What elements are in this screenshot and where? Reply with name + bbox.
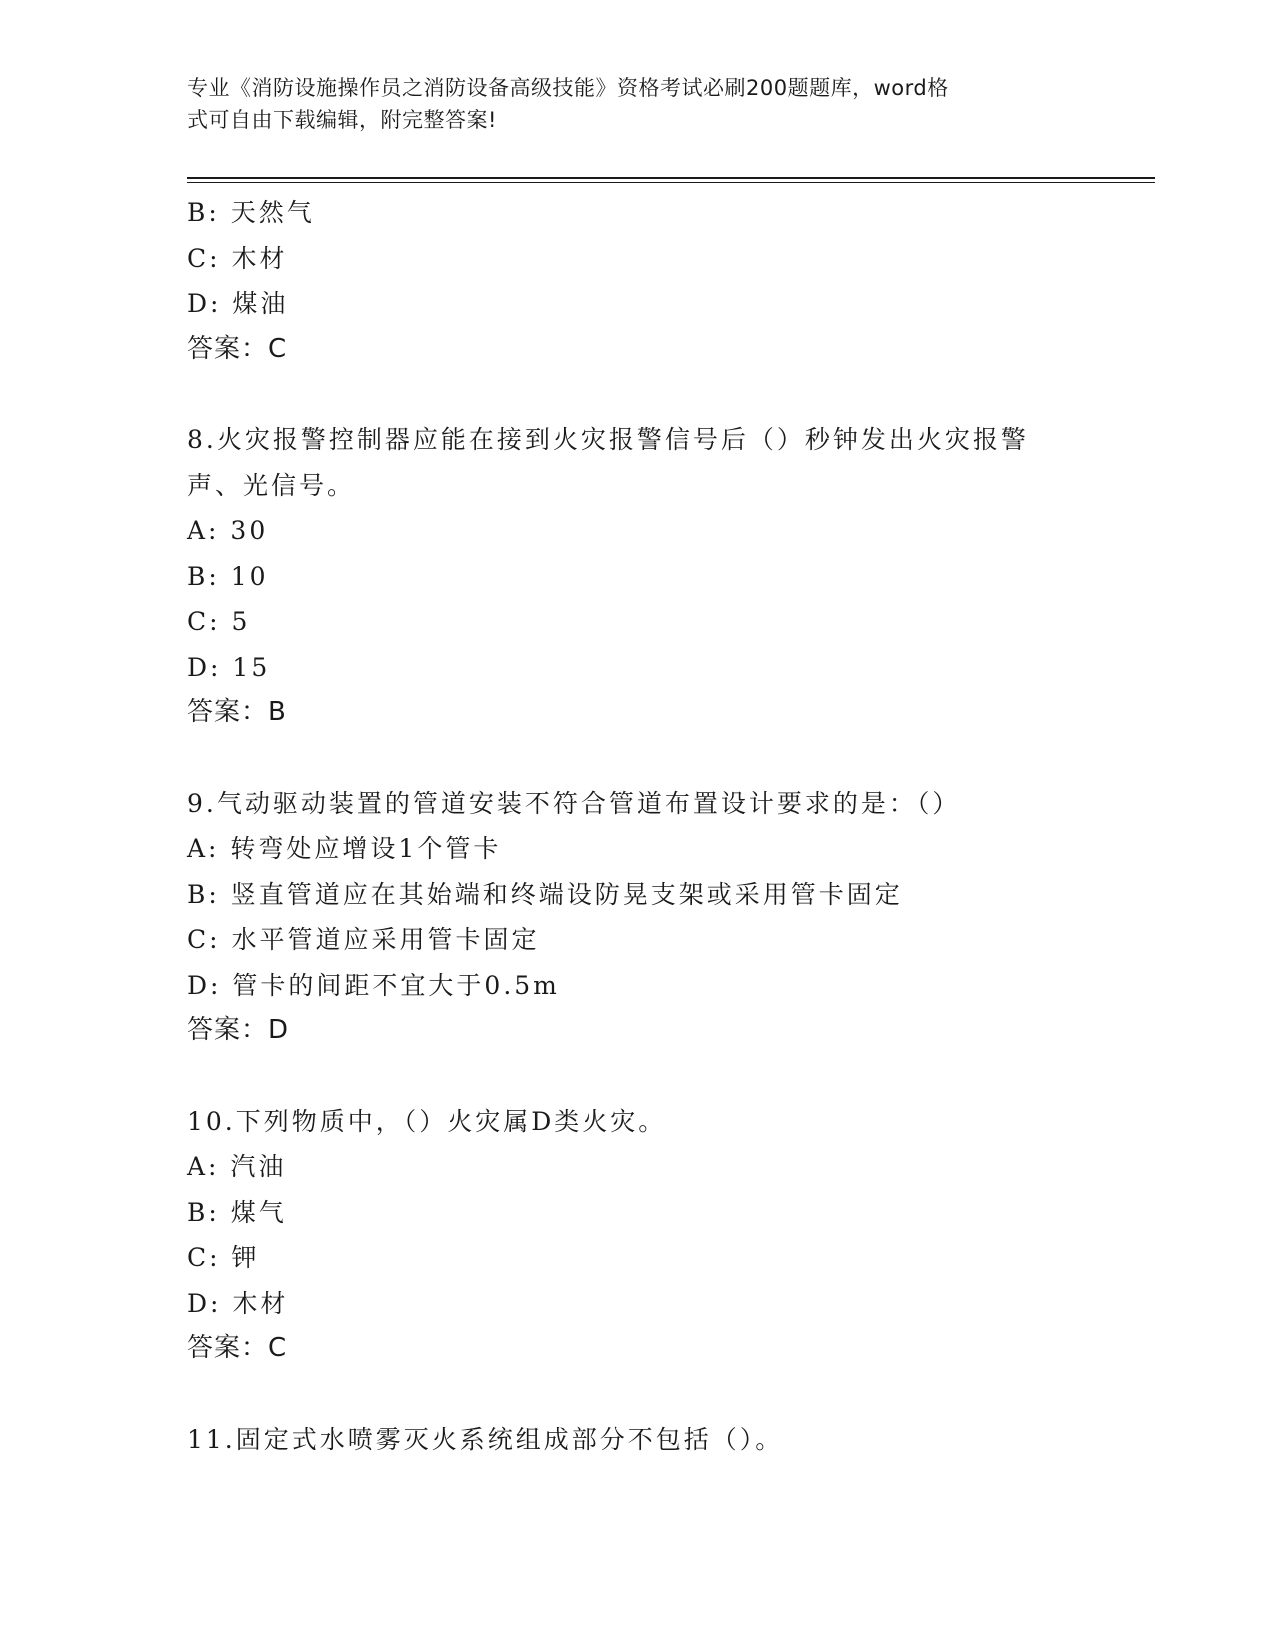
- question-text-line-2: 声、光信号。: [187, 470, 356, 500]
- answer: 答案：B: [187, 697, 287, 727]
- option-d: D: 管卡的间距不宜大于0.5m: [187, 970, 560, 1000]
- option-a: A: 转弯处应增设1个管卡: [187, 834, 502, 863]
- question-11: [187, 1417, 1087, 1463]
- header-line-2: 式可自由下载编辑，附完整答案!: [187, 108, 497, 132]
- option-d: D: 木材: [187, 1288, 289, 1318]
- option-c: C: 水平管道应采用管卡固定: [187, 925, 540, 954]
- question-text-line-1: 11.固定式水喷雾灭火系统组成部分不包括（）。: [187, 1424, 784, 1454]
- question-text-line-1: 10.下列物质中，（）火灾属D类火灾。: [187, 1106, 667, 1136]
- option-c: C: 木材: [187, 243, 288, 273]
- answer: 答案：C: [187, 333, 288, 364]
- question-text-line-1: 8.火灾报警控制器应能在接到火灾报警信号后（）秒钟发出火灾报警: [187, 425, 1029, 454]
- question-9: [187, 781, 1087, 1054]
- header-divider-thick: [187, 177, 1155, 179]
- question-text-line-1: 9.气动驱动装置的管道安装不符合管道布置设计要求的是：（）: [187, 788, 961, 818]
- option-b: B: 10: [187, 561, 269, 591]
- option-c: C: 5: [187, 607, 251, 636]
- option-b: B: 天然气: [187, 198, 315, 227]
- option-a: A: 汽油: [187, 1152, 287, 1181]
- header-line-1: 专业《消防设施操作员之消防设备高级技能》资格考试必刷200题题库，word格: [187, 76, 949, 100]
- answer: 答案：C: [187, 1333, 288, 1363]
- question-list: [187, 190, 1087, 1462]
- option-a: A: 30: [187, 516, 269, 545]
- option-b: B: 竖直管道应在其始端和终端设防晃支架或采用管卡固定: [187, 879, 903, 909]
- header-divider-thin: [187, 182, 1155, 183]
- question-8: [187, 417, 1087, 736]
- question-7-tail: [187, 190, 1087, 372]
- option-d: D: 煤油: [187, 289, 289, 318]
- question-10: [187, 1099, 1087, 1372]
- option-b: B: 煤气: [187, 1197, 287, 1227]
- document-header: [187, 72, 1067, 136]
- answer: 答案：D: [187, 1015, 290, 1045]
- option-d: D: 15: [187, 652, 271, 682]
- option-c: C: 钾: [187, 1243, 260, 1272]
